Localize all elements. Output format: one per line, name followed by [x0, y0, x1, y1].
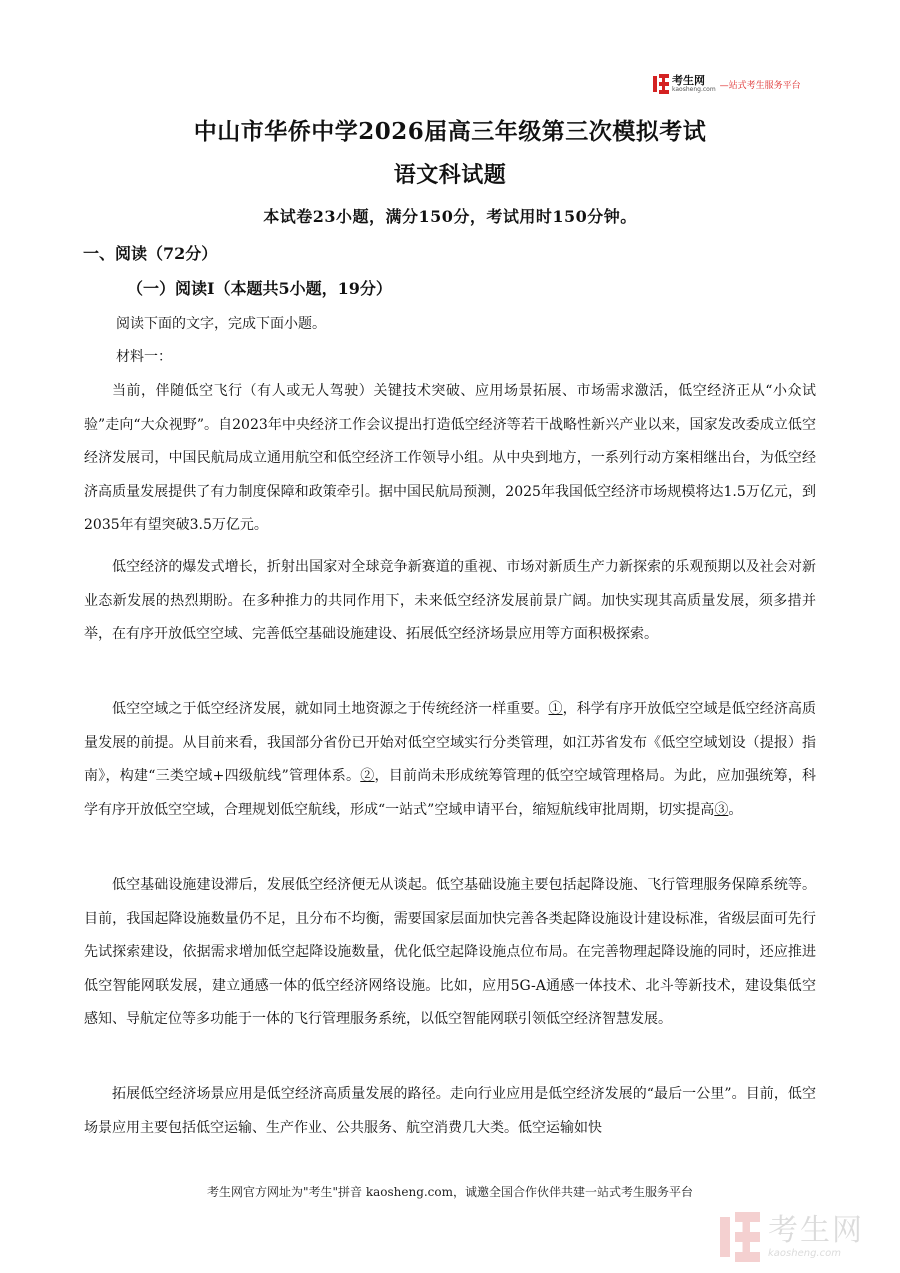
paragraph-3-part-b: ，科学有序开放低空空域是低空经济高质量发展的前提。从目前来看，我国部分省份已开始对低空空域实行分类管理，如江苏省发布《低空空域划设（提报）指南》，构建“三类空域+四级航线”管理体系。: [84, 701, 817, 784]
blank-marker-2: ②: [360, 768, 375, 784]
paragraph-5: 拓展低空经济场景应用是低空经济高质量发展的路径。走向行业应用是低空经济发展的“最后一公里”。目前，低空场景应用主要包括低空运输、生产作业、公共服务、航空消费几大类。低空运输如快: [84, 1086, 816, 1136]
exam-subject: 语文科试题: [393, 162, 507, 188]
exam-title: 中山市华侨中学2026届高三年级第三次模拟考试: [193, 118, 707, 145]
kaosheng-logo: [653, 72, 823, 96]
paragraph-3-part-a: 低空空域之于低空经济发展，就如同土地资源之于传统经济一样重要。: [112, 701, 549, 717]
logo-name: 考生网: [672, 74, 705, 87]
watermark: [718, 1208, 888, 1266]
logo-domain: kaosheng.com: [672, 86, 716, 93]
paragraph-4: 低空基础设施建设滞后，发展低空经济便无从谈起。低空基础设施主要包括起降设施、飞行管理服务保障系统等。目前，我国起降设施数量仍不足，且分布不均衡，需要国家层面加快完善各类起降设施设计建设标准，省级层面可先行先试探索建设，依据需求增加低空起降设施数量，优化低空起降设施点位布局。在完善物理起降设施的同时，还应推进低空智能网联发展，建立通感一体的低空经济网络设施。比如，应用5G-A通感一体技术、北斗等新技术，建设集低空感知、导航定位等多功能于一体的飞行管理服务系统，以低空智能网联引领低空经济智慧发展。: [84, 877, 816, 1027]
watermark-logo-icon: [718, 1212, 762, 1262]
blank-marker-1: ①: [548, 701, 563, 717]
paragraph-1: 当前，伴随低空飞行（有人或无人驾驶）关键技术突破、应用场景拓展、市场需求激活，低空经济正从“小众试验”走向“大众视野”。自2023年中央经济工作会议提出打造低空经济等若干战略性新兴产业以来，国家发改委成立低空经济发展司，中国民航局成立通用航空和低空经济工作领导小组。从中央到地方，一系列行动方案相继出台，为低空经济高质量发展提供了有力制度保障和政策牵引。据中国民航局预测，2025年我国低空经济市场规模将达1.5万亿元，到2035年有望突破3.5万亿元。: [84, 383, 816, 533]
material-label: 材料一：: [116, 349, 172, 365]
paragraph-2: 低空经济的爆发式增长，折射出国家对全球竞争新赛道的重视、市场对新质生产力新探索的乐观预期以及社会对新业态新发展的热烈期盼。在多种推力的共同作用下，未来低空经济发展前景广阔。加快实现其高质量发展，须多措并举，在有序开放低空空域、完善低空基础设施建设、拓展低空经济场景应用等方面积极探索。: [84, 559, 816, 642]
watermark-name: 考生网: [768, 1212, 864, 1248]
paragraph-3-part-d: 。: [728, 801, 743, 818]
exam-info: 本试卷23小题，满分150分，考试用时150分钟。: [263, 207, 637, 226]
instruction-text: 阅读下面的文字，完成下面小题。: [116, 316, 326, 332]
paragraph-3-part-c: ，目前尚未形成统筹管理的低空空域管理格局。为此，应加强统筹，科学有序开放低空空域，合理规划低空航线，形成“一站式”空域申请平台，缩短航线审批周期，切实提高: [84, 768, 817, 818]
section-heading: 一、阅读（72分）: [83, 244, 218, 263]
blank-marker-3: ③: [714, 801, 729, 818]
logo-slogan: —站式考生服务平台: [719, 80, 801, 91]
watermark-domain: kaosheng.com: [768, 1247, 841, 1259]
page-footer: 考生网官方网址为"考生"拼音 kaosheng.com，诚邀全国合作伙伴共建一站式考生服务平台: [206, 1185, 694, 1199]
kaosheng-logo-icon: [653, 74, 669, 94]
subsection-heading: （一）阅读Ⅰ（本题共5小题，19分）: [127, 279, 392, 298]
paragraph-3: [84, 693, 816, 827]
